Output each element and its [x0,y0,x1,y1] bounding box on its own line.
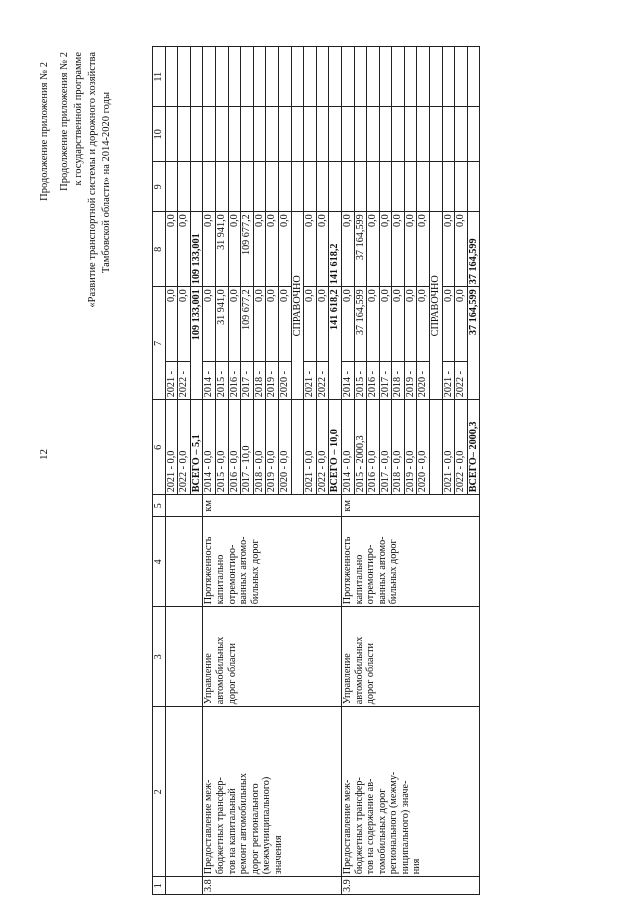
year-col7: 2015 - [354,362,367,400]
year-col7: 2022 - [455,362,468,400]
year-col7: 2014 - [203,362,216,400]
year-col7: 2017 - [241,362,254,400]
column-header-9: 9 [153,162,166,212]
value-col10 [467,107,480,162]
value-col11 [228,47,241,107]
value-col8: 0,0 [278,212,291,287]
value-col7: 0,0 [417,287,430,362]
value-col9 [253,162,266,212]
year-col7: 2020 - [417,362,430,400]
value-col6: 2022 - 0,0 [455,400,468,495]
prev-col4 [165,517,203,607]
value-col11 [455,47,468,107]
value-col9 [392,162,405,212]
prev-col3 [165,607,203,707]
value-col6: 2017 - 0,0 [379,400,392,495]
value-col8: 0,0 [304,212,317,287]
value-col7: 0,0 [266,287,279,362]
value-col11 [203,47,216,107]
value-col7: 0,0 [341,287,354,362]
column-header-3: 3 [153,607,166,707]
value-col11 [253,47,266,107]
s39-indicator: Протяженность капитально отремонтиро- ванных автомо- бильных дорог [341,517,480,607]
total-col8: 141 618,2 [329,212,342,287]
year-col7: 2019 - [266,362,279,400]
value-col10 [367,107,380,162]
value-col8: 0,0 [442,212,455,287]
year-col7: 2017 - [379,362,392,400]
value-col10 [253,107,266,162]
value-col10 [215,107,228,162]
year-col7: 2021 - [304,362,317,400]
value-col8: 0,0 [228,212,241,287]
s38-unit: км [203,495,342,517]
value-col9 [266,162,279,212]
value-col11 [404,47,417,107]
value-col8: 0,0 [266,212,279,287]
value-col10 [354,107,367,162]
s38-responsible: Управление автомобильных дорог области [203,607,342,707]
year-col7: 2014 - [341,362,354,400]
value-col7: 37 164,599 [354,287,367,362]
column-header-10: 10 [153,107,166,162]
value-col11 [329,47,342,107]
header-line-3: к государственной программе [73,52,84,186]
value-col10 [203,107,216,162]
value-col11 [430,47,443,107]
value-col9 [417,162,430,212]
value-col6 [430,400,443,495]
value-col10 [278,107,291,162]
value-col9 [455,162,468,212]
page-number: 12 [38,449,50,460]
value-col6: 2014 - 0,0 [341,400,354,495]
value-col11 [379,47,392,107]
reference-label: СПРАВОЧНО [430,212,443,400]
value-col8: 0,0 [316,212,329,287]
value-col6: 2016 - 0,0 [367,400,380,495]
value-col6: 2021 - 0,0 [304,400,317,495]
value-col7: 0,0 [228,287,241,362]
column-header-4: 4 [153,517,166,607]
value-col9 [203,162,216,212]
value-col11 [278,47,291,107]
year-col7: 2022 - [178,362,191,400]
column-header-8: 8 [153,212,166,287]
value-col11 [316,47,329,107]
header-line-5: Тамбовской области» на 2014-2020 годы [101,92,112,274]
year-col7: 2022 - [316,362,329,400]
value-col11 [467,47,480,107]
value-col8: 0,0 [392,212,405,287]
value-col9 [329,162,342,212]
value-col10 [392,107,405,162]
value-col11 [304,47,317,107]
value-col6: 2014 - 0,0 [203,400,216,495]
value-col8: 0,0 [341,212,354,287]
value-col11 [178,47,191,107]
total-col6: ВСЕГО – 10,0 [329,400,342,495]
value-col11 [341,47,354,107]
value-col11 [392,47,405,107]
value-col8: 0,0 [367,212,380,287]
prev-col1 [165,877,203,895]
value-col10 [455,107,468,162]
s39-measure-name: Предоставление меж- бюджетных трансфер- тов на содержание ав- томобильных дорог регионального (межму- ниципального) значе- ния [341,707,480,877]
value-col10 [417,107,430,162]
header-line-1: Продолжение приложения № 2 [39,62,50,201]
value-col6 [291,400,304,495]
value-col11 [165,47,178,107]
value-col7: 0,0 [404,287,417,362]
value-col10 [430,107,443,162]
value-col8: 0,0 [379,212,392,287]
value-col9 [430,162,443,212]
value-col9 [241,162,254,212]
value-col9 [178,162,191,212]
value-col9 [304,162,317,212]
value-col6: 2020 - 0,0 [417,400,430,495]
value-col7: 0,0 [304,287,317,362]
value-col9 [404,162,417,212]
prev-col5 [165,495,203,517]
value-col10 [241,107,254,162]
total-col8: 37 164,599 [467,212,480,287]
value-col7: 0,0 [165,287,178,362]
header-line-2: Продолжение приложения № 2 [59,52,70,191]
value-col10 [329,107,342,162]
value-col6: 2015 - 2000,3 [354,400,367,495]
s38-number: 3.8 [203,877,342,895]
column-header-2: 2 [153,707,166,877]
table-row [165,47,178,895]
value-col8: 0,0 [165,212,178,287]
s39-number: 3.9 [341,877,480,895]
value-col6: 2015 - 0,0 [215,400,228,495]
value-col7: 31 941,0 [215,287,228,362]
reference-label: СПРАВОЧНО [291,212,304,400]
value-col6: 2019 - 0,0 [404,400,417,495]
year-col7: 2021 - [165,362,178,400]
value-col9 [215,162,228,212]
value-col8: 37 164,599 [354,212,367,287]
value-col7: 0,0 [367,287,380,362]
column-header-6: 6 [153,400,166,495]
value-col10 [165,107,178,162]
value-col9 [354,162,367,212]
value-col8: 109 677,2 [241,212,254,287]
value-col10 [316,107,329,162]
value-col11 [190,47,203,107]
value-col9 [228,162,241,212]
value-col11 [442,47,455,107]
value-col11 [266,47,279,107]
value-col8: 0,0 [178,212,191,287]
value-col7: 109 677,2 [241,287,254,362]
s38-measure-name: Предоставление меж- бюджетных трансфер- тов на капитальный ремонт автомобильных дорог регионального (межмуниципального) значения [203,707,342,877]
value-col11 [291,47,304,107]
total-col7: 109 133,001 [190,287,203,400]
column-header-7: 7 [153,287,166,400]
value-col6: 2018 - 0,0 [392,400,405,495]
header-line-4: «Развитие транспортной системы и дорожного хозяйства [87,52,98,308]
value-col8: 0,0 [455,212,468,287]
s39-unit: км [341,495,480,517]
value-col7: 0,0 [442,287,455,362]
value-col9 [316,162,329,212]
value-col6: 2017 - 10,0 [241,400,254,495]
column-header-11: 11 [153,47,166,107]
value-col8: 0,0 [417,212,430,287]
value-col6: 2019 - 0,0 [266,400,279,495]
total-col8: 109 133,001 [190,212,203,287]
value-col7: 0,0 [178,287,191,362]
total-col7: 37 164,599 [467,287,480,400]
s38-indicator: Протяженность капитально отремонтиро- ванных автомо- бильных дорог [203,517,342,607]
value-col11 [417,47,430,107]
value-col6: 2022 - 0,0 [316,400,329,495]
value-col11 [215,47,228,107]
value-col10 [291,107,304,162]
table-row [153,47,166,895]
value-col11 [367,47,380,107]
value-col7: 0,0 [392,287,405,362]
value-col6: 2018 - 0,0 [253,400,266,495]
value-col7: 0,0 [253,287,266,362]
value-col10 [379,107,392,162]
value-col9 [291,162,304,212]
value-col9 [165,162,178,212]
value-col10 [304,107,317,162]
value-col8: 31 941,0 [215,212,228,287]
table-row [341,47,354,895]
value-col10 [178,107,191,162]
value-col11 [241,47,254,107]
year-col7: 2016 - [228,362,241,400]
value-col6: 2021 - 0,0 [165,400,178,495]
year-col7: 2020 - [278,362,291,400]
value-col9 [278,162,291,212]
value-col9 [442,162,455,212]
year-col7: 2015 - [215,362,228,400]
value-col7: 0,0 [278,287,291,362]
total-col6: ВСЕГО– 2000,3 [467,400,480,495]
value-col10 [266,107,279,162]
value-col8: 0,0 [253,212,266,287]
program-measures-table [152,46,480,895]
value-col9 [367,162,380,212]
value-col6: 2021 - 0,0 [442,400,455,495]
total-col7: 141 618,2 [329,287,342,400]
value-col7: 0,0 [379,287,392,362]
year-col7: 2018 - [253,362,266,400]
prev-col2 [165,707,203,877]
value-col11 [354,47,367,107]
year-col7: 2018 - [392,362,405,400]
year-col7: 2021 - [442,362,455,400]
value-col10 [228,107,241,162]
value-col9 [341,162,354,212]
value-col7: 0,0 [316,287,329,362]
column-header-1: 1 [153,877,166,895]
year-col7: 2019 - [404,362,417,400]
value-col9 [190,162,203,212]
value-col6: 2016 - 0,0 [228,400,241,495]
value-col7: 0,0 [203,287,216,362]
value-col9 [379,162,392,212]
year-col7: 2016 - [367,362,380,400]
column-header-5: 5 [153,495,166,517]
value-col8: 0,0 [404,212,417,287]
value-col9 [467,162,480,212]
value-col10 [341,107,354,162]
value-col6: 2022 - 0,0 [178,400,191,495]
s39-responsible: Управление автомобильных дорог области [341,607,480,707]
total-col6: ВСЕГО – 5,1 [190,400,203,495]
value-col10 [190,107,203,162]
table-row [203,47,216,895]
value-col7: 0,0 [455,287,468,362]
value-col6: 2020 - 0,0 [278,400,291,495]
value-col10 [404,107,417,162]
value-col8: 0,0 [203,212,216,287]
value-col10 [442,107,455,162]
